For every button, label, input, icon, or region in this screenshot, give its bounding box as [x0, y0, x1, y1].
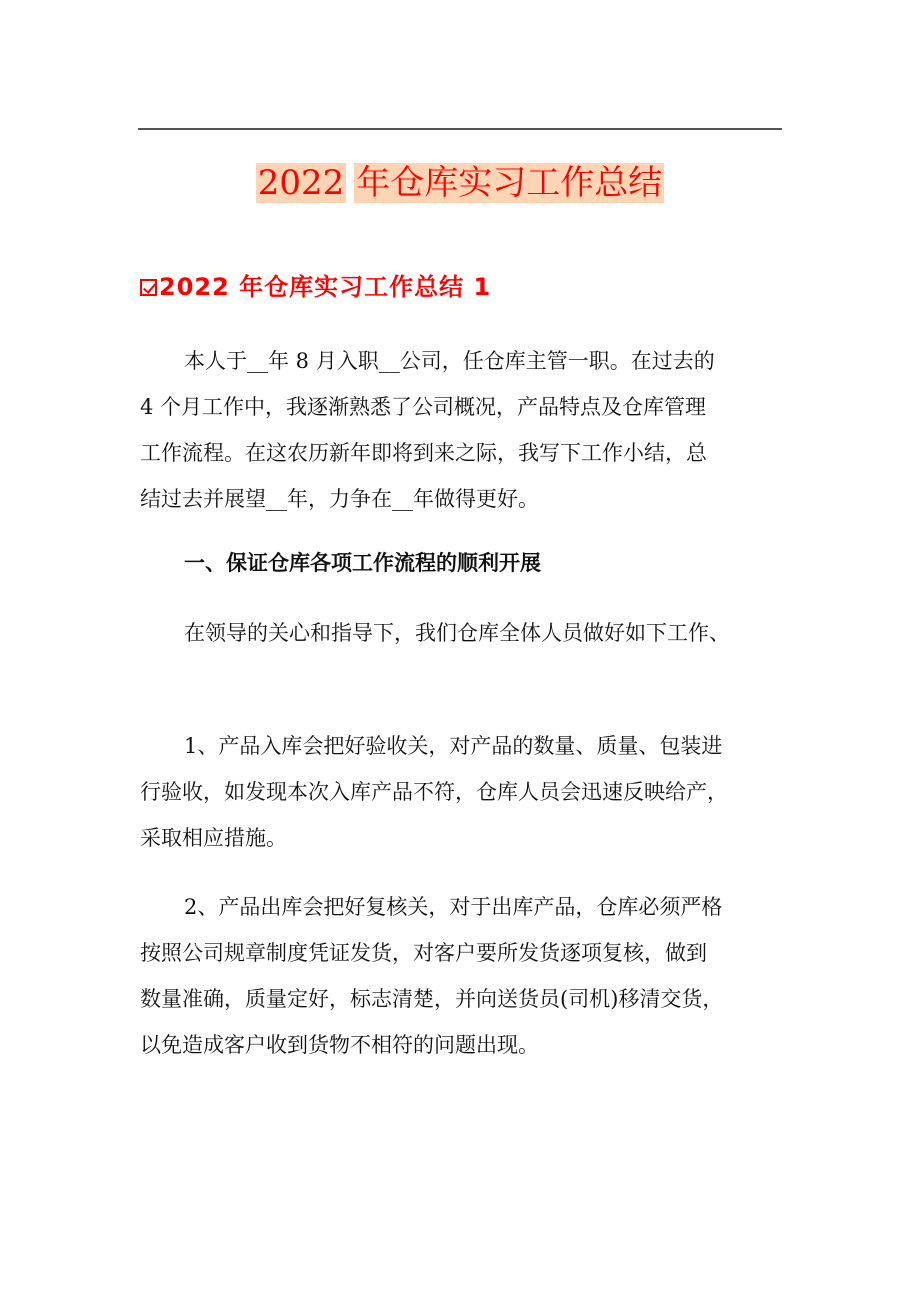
paragraph-line: 本人于__年 8 月入职__公司，任仓库主管一职。在过去的 — [184, 349, 715, 373]
paragraph-line: 数量准确，质量定好，标志清楚，并向送货员(司机)移清交货， — [140, 987, 724, 1011]
title-year: 2022 — [257, 163, 345, 203]
intro-paragraph — [140, 338, 780, 522]
paragraph-line: 按照公司规章制度凭证发货，对客户要所发货逐项复核，做到 — [140, 941, 707, 965]
list-item-2 — [140, 884, 780, 1068]
paragraph-line: 结过去并展望__年，力争在__年做得更好。 — [140, 487, 539, 511]
paragraph-line: 以免造成客户收到货物不相符的问题出现。 — [140, 1033, 539, 1057]
subheading-1: 一、保证仓库各项工作流程的顺利开展 — [184, 551, 541, 575]
paragraph-line: 在领导的关心和指导下，我们仓库全体人员做好如下工作、 — [184, 621, 730, 645]
lead-paragraph — [140, 610, 780, 656]
document-title — [0, 160, 920, 206]
header-rule — [138, 128, 782, 130]
paragraph-line: 4 个月工作中，我逐渐熟悉了公司概况，产品特点及仓库管理 — [140, 395, 707, 419]
title-text: 年仓库实习工作总结 — [356, 163, 663, 203]
checkbox-checked-icon — [140, 279, 157, 296]
paragraph-line: 2、产品出库会把好复核关，对于出库产品，仓库必须严格 — [184, 895, 723, 919]
section-heading — [140, 270, 491, 304]
section-heading-text: 2022 年仓库实习工作总结 1 — [159, 273, 492, 301]
paragraph-line: 1、产品入库会把好验收关，对产品的数量、质量、包装进 — [184, 734, 723, 758]
paragraph-line: 工作流程。在这农历新年即将到来之际，我写下工作小结，总 — [140, 441, 707, 465]
paragraph-line: 行验收，如发现本次入库产品不符，仓库人员会迅速反映给产， — [140, 780, 728, 804]
list-item-1 — [140, 723, 780, 861]
paragraph-line: 采取相应措施。 — [140, 826, 287, 850]
